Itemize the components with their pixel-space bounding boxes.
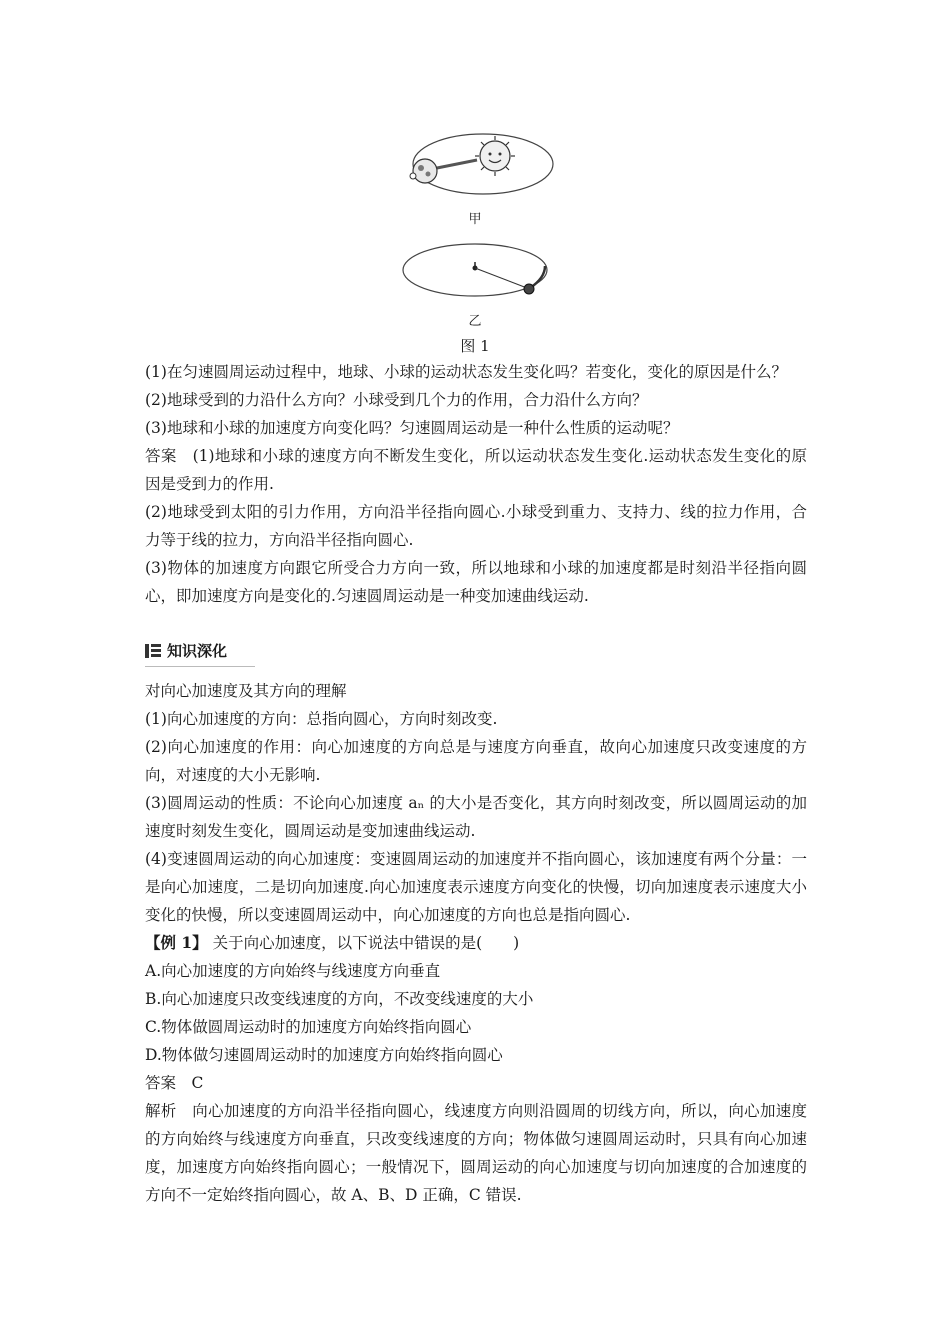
- figure-label-jia: 甲: [468, 212, 482, 227]
- question-2: (2)地球受到的力沿什么方向？小球受到几个力的作用，合力沿什么方向？: [145, 391, 648, 409]
- section-header: [145, 636, 255, 667]
- section-point-2: (2)向心加速度的作用：向心加速度的方向总是与速度方向垂直，故向心加速度只改变速度的方向，对速度的大小无影响.: [145, 738, 807, 784]
- example-analysis: 解析 向心加速度的方向沿半径指向圆心，线速度方向则沿圆周的切线方向，所以，向心加速度的方向始终与线速度方向垂直，只改变线速度的方向；物体做匀速圆周运动时，只具有向心加速度，加速度方向始终指向圆心；一般情况下，圆周运动的向心加速度与切向加速度的合加速度的方向不一定始终指向圆心，故 A、B、D 正确，C 错误.: [145, 1102, 807, 1204]
- ball-icon: [524, 284, 534, 294]
- option-a: A.向心加速度的方向始终与线速度方向垂直: [145, 962, 441, 980]
- example-question-text: 关于向心加速度，以下说法中错误的是( ): [207, 934, 520, 952]
- main-content: [145, 358, 807, 1209]
- earth-icon: [413, 159, 437, 183]
- option-c: C.物体做圆周运动时的加速度方向始终指向圆心: [145, 1018, 472, 1036]
- answer-2: (2)地球受到太阳的引力作用，方向沿半径指向圆心.小球受到重力、支持力、线的拉力作用，合力等于线的拉力，方向沿半径指向圆心.: [145, 503, 807, 549]
- sun-icon: [475, 136, 515, 176]
- figure-label-yi: 乙: [468, 314, 482, 329]
- example-question: [145, 929, 807, 957]
- section-bars-icon: [145, 644, 161, 658]
- answer-1: 答案 (1)地球和小球的速度方向不断发生变化，所以运动状态发生变化.运动状态发生变化的原因是受到力的作用.: [145, 447, 807, 493]
- figure-caption: 图 1: [460, 337, 490, 355]
- section-intro: 对向心加速度及其方向的理解: [145, 682, 347, 700]
- example-label: 【例 1】: [145, 933, 208, 952]
- section-point-3: (3)圆周运动的性质：不论向心加速度 aₙ 的大小是否变化，其方向时刻改变，所以圆周运动的加速度时刻发生变化，圆周运动是变加速曲线运动.: [145, 794, 807, 840]
- section-title: 知识深化: [167, 642, 228, 660]
- question-3: (3)地球和小球的加速度方向变化吗？匀速圆周运动是一种什么性质的运动呢？: [145, 419, 679, 437]
- earth-orbit-illustration: [395, 128, 555, 208]
- option-d: D.物体做匀速圆周运动时的加速度方向始终指向圆心: [145, 1046, 503, 1064]
- ball-string-illustration: [395, 238, 555, 308]
- option-b: B.向心加速度只改变线速度的方向，不改变线速度的大小: [145, 990, 534, 1008]
- answer-3: (3)物体的加速度方向跟它所受合力方向一致，所以地球和小球的加速度都是时刻沿半径指向圆心，即加速度方向是变化的.匀速圆周运动是一种变加速曲线运动.: [145, 559, 807, 605]
- question-1: (1)在匀速圆周运动过程中，地球、小球的运动状态发生变化吗？若变化，变化的原因是什么？: [145, 363, 787, 381]
- section-point-1: (1)向心加速度的方向：总指向圆心，方向时刻改变.: [145, 710, 498, 728]
- example-answer: 答案 C: [145, 1074, 204, 1092]
- section-point-4: (4)变速圆周运动的向心加速度：变速圆周运动的加速度并不指向圆心，该加速度有两个分量：一是向心加速度，二是切向加速度.向心加速度表示速度方向变化的快慢，切向加速度表示速度大小变化的快慢，所以变速圆周运动中，向心加速度的方向也总是指向圆心.: [145, 850, 807, 924]
